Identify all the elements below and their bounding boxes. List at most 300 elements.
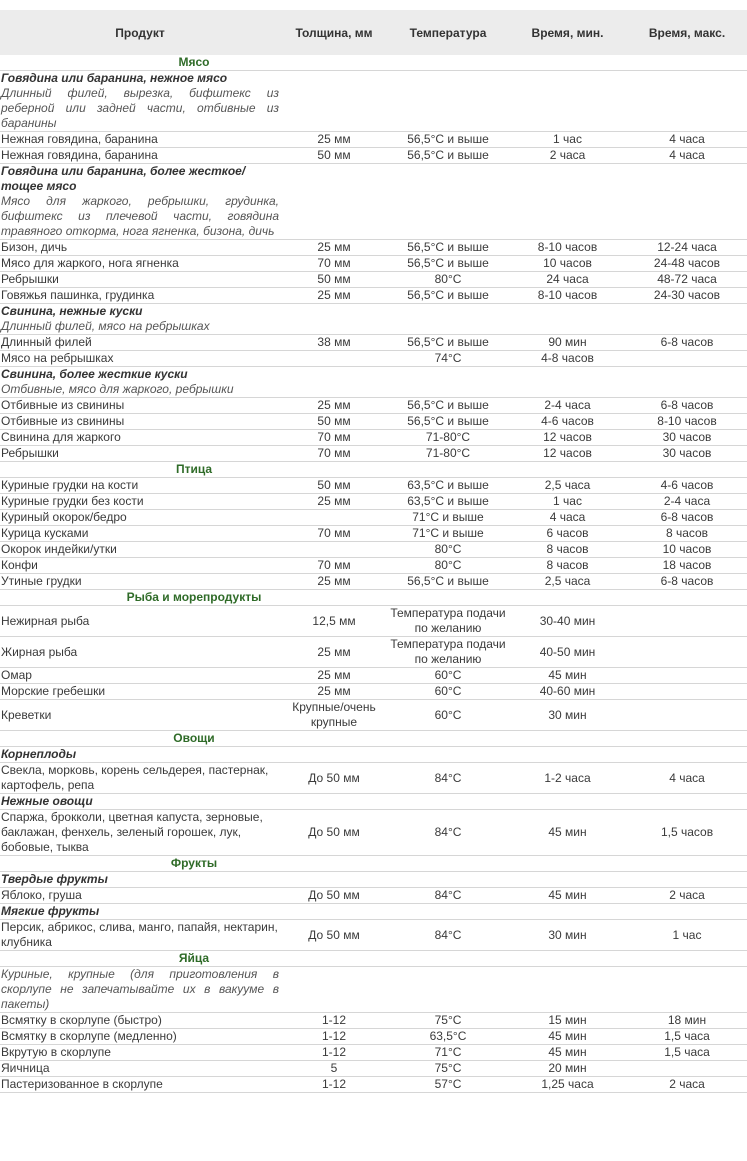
empty-cell <box>627 367 747 398</box>
time-min-cell: 12 часов <box>508 446 627 462</box>
empty-cell <box>508 951 627 967</box>
product-cell: Мясо на ребрышках <box>0 351 280 367</box>
table-row <box>0 430 747 446</box>
temperature-cell: 60°C <box>388 668 508 684</box>
group-title: Твердые фрукты <box>1 872 108 886</box>
thickness-cell: До 50 мм <box>280 920 388 951</box>
empty-cell <box>508 164 627 240</box>
time-min-cell: 2 часа <box>508 148 627 164</box>
time-max-cell: 12-24 часа <box>627 240 747 256</box>
table-row <box>0 810 747 856</box>
time-max-cell <box>627 684 747 700</box>
time-max-cell: 6-8 часов <box>627 335 747 351</box>
empty-cell <box>388 747 508 763</box>
thickness-cell: Крупные/очень крупные <box>280 700 388 731</box>
thickness-cell: 1-12 <box>280 1077 388 1093</box>
product-cell: Персик, абрикос, слива, манго, папайя, нектарин, клубника <box>0 920 280 951</box>
temperature-cell: 84°C <box>388 920 508 951</box>
temperature-cell: 63,5°C <box>388 1029 508 1045</box>
time-min-cell: 10 часов <box>508 256 627 272</box>
time-max-cell: 8-10 часов <box>627 414 747 430</box>
time-max-cell: 30 часов <box>627 430 747 446</box>
temperature-cell: 84°C <box>388 810 508 856</box>
temperature-cell: 80°C <box>388 558 508 574</box>
section-header-row <box>0 951 747 967</box>
time-min-cell: 45 мин <box>508 888 627 904</box>
table-header-row <box>0 10 747 55</box>
time-max-cell: 4-6 часов <box>627 478 747 494</box>
table-row <box>0 1077 747 1093</box>
product-cell: Ребрышки <box>0 446 280 462</box>
table-body <box>0 55 747 1093</box>
table-row <box>0 1045 747 1061</box>
table-row <box>0 256 747 272</box>
table-row <box>0 558 747 574</box>
group-cell <box>0 904 280 920</box>
product-cell: Конфи <box>0 558 280 574</box>
time-max-cell: 1,5 часа <box>627 1029 747 1045</box>
product-cell: Нежирная рыба <box>0 606 280 637</box>
table-row <box>0 542 747 558</box>
empty-cell <box>280 71 388 132</box>
empty-cell <box>388 71 508 132</box>
time-max-cell: 6-8 часов <box>627 574 747 590</box>
thickness-cell: 5 <box>280 1061 388 1077</box>
empty-cell <box>627 951 747 967</box>
empty-cell <box>627 872 747 888</box>
empty-cell <box>388 731 508 747</box>
thickness-cell: 25 мм <box>280 398 388 414</box>
time-min-cell: 2,5 часа <box>508 478 627 494</box>
temperature-cell: 56,5°C и выше <box>388 335 508 351</box>
temperature-cell: 56,5°C и выше <box>388 148 508 164</box>
group-header-row <box>0 304 747 335</box>
time-min-cell: 30-40 мин <box>508 606 627 637</box>
table-row <box>0 920 747 951</box>
time-max-cell: 8 часов <box>627 526 747 542</box>
time-max-cell: 2-4 часа <box>627 494 747 510</box>
table-row <box>0 398 747 414</box>
time-max-cell: 4 часа <box>627 763 747 794</box>
time-min-cell: 45 мин <box>508 668 627 684</box>
time-min-cell: 4-6 часов <box>508 414 627 430</box>
empty-cell <box>508 967 627 1013</box>
group-cell <box>0 872 280 888</box>
time-min-cell: 6 часов <box>508 526 627 542</box>
empty-cell <box>388 967 508 1013</box>
thickness-cell: 38 мм <box>280 335 388 351</box>
time-min-cell: 90 мин <box>508 335 627 351</box>
product-cell: Куриные грудки без кости <box>0 494 280 510</box>
temperature-cell: 71-80°C <box>388 430 508 446</box>
time-min-cell: 15 мин <box>508 1013 627 1029</box>
thickness-cell: 50 мм <box>280 148 388 164</box>
table-row <box>0 494 747 510</box>
col-header-temperature: Температура <box>388 10 508 55</box>
group-cell <box>0 164 280 240</box>
group-title: Говядина или баранина, более жесткое/тощее мясо <box>1 164 246 193</box>
product-cell: Всмятку в скорлупе (медленно) <box>0 1029 280 1045</box>
empty-cell <box>388 304 508 335</box>
table-row <box>0 668 747 684</box>
table-row <box>0 763 747 794</box>
empty-cell <box>388 904 508 920</box>
time-min-cell: 8-10 часов <box>508 288 627 304</box>
time-min-cell: 40-50 мин <box>508 637 627 668</box>
group-description: Мясо для жаркого, ребрышки, грудинка, бифштекс из плечевой части, говядина травяного откорма, нога ягненка, бизона, дичь <box>1 194 279 238</box>
empty-cell <box>508 794 627 810</box>
temperature-cell: 75°C <box>388 1013 508 1029</box>
time-max-cell: 18 часов <box>627 558 747 574</box>
group-cell <box>0 367 280 398</box>
time-max-cell <box>627 668 747 684</box>
temperature-cell: 80°C <box>388 542 508 558</box>
thickness-cell: 25 мм <box>280 132 388 148</box>
cooking-times-table <box>0 10 747 1093</box>
group-description: Отбивные, мясо для жаркого, ребрышки <box>1 382 234 396</box>
group-title: Корнеплоды <box>1 747 77 761</box>
thickness-cell: 50 мм <box>280 478 388 494</box>
group-header-row <box>0 794 747 810</box>
empty-cell <box>280 367 388 398</box>
time-min-cell: 24 часа <box>508 272 627 288</box>
temperature-cell: 60°C <box>388 700 508 731</box>
table-row <box>0 637 747 668</box>
time-max-cell: 48-72 часа <box>627 272 747 288</box>
section-header-row <box>0 55 747 71</box>
group-header-row <box>0 367 747 398</box>
empty-cell <box>388 856 508 872</box>
group-title: Говядина или баранина, нежное мясо <box>1 71 228 85</box>
temperature-cell: 56,5°C и выше <box>388 288 508 304</box>
group-description: Длинный филей, мясо на ребрышках <box>1 319 210 333</box>
section-title: Мясо <box>0 55 388 71</box>
product-cell: Курица кусками <box>0 526 280 542</box>
temperature-cell: 71°C и выше <box>388 510 508 526</box>
empty-cell <box>280 304 388 335</box>
group-title: Свинина, нежные куски <box>1 304 143 318</box>
thickness-cell: 25 мм <box>280 668 388 684</box>
time-min-cell: 4-8 часов <box>508 351 627 367</box>
time-min-cell: 8 часов <box>508 542 627 558</box>
empty-cell <box>388 164 508 240</box>
temperature-cell: 63,5°C и выше <box>388 494 508 510</box>
time-max-cell: 2 часа <box>627 888 747 904</box>
thickness-cell: 50 мм <box>280 414 388 430</box>
empty-cell <box>388 590 508 606</box>
thickness-cell: 25 мм <box>280 494 388 510</box>
col-header-product: Продукт <box>0 10 280 55</box>
time-max-cell: 4 часа <box>627 148 747 164</box>
thickness-cell: 70 мм <box>280 446 388 462</box>
temperature-cell: 56,5°C и выше <box>388 574 508 590</box>
table-row <box>0 335 747 351</box>
time-min-cell: 30 мин <box>508 700 627 731</box>
temperature-cell: 60°C <box>388 684 508 700</box>
thickness-cell: 25 мм <box>280 240 388 256</box>
temperature-cell: 56,5°C и выше <box>388 240 508 256</box>
temperature-cell: 56,5°C и выше <box>388 256 508 272</box>
temperature-cell: 57°C <box>388 1077 508 1093</box>
temperature-cell: 80°C <box>388 272 508 288</box>
temperature-cell: 71°C <box>388 1045 508 1061</box>
empty-cell <box>508 856 627 872</box>
empty-cell <box>627 967 747 1013</box>
product-cell: Яичница <box>0 1061 280 1077</box>
time-max-cell: 24-30 часов <box>627 288 747 304</box>
empty-cell <box>388 367 508 398</box>
temperature-cell: 84°C <box>388 763 508 794</box>
empty-cell <box>388 55 508 71</box>
empty-cell <box>388 462 508 478</box>
empty-cell <box>508 590 627 606</box>
temperature-cell: 56,5°C и выше <box>388 398 508 414</box>
table-row <box>0 351 747 367</box>
empty-cell <box>508 367 627 398</box>
thickness-cell <box>280 510 388 526</box>
table-row <box>0 478 747 494</box>
group-cell <box>0 71 280 132</box>
table-row <box>0 510 747 526</box>
time-min-cell: 45 мин <box>508 1029 627 1045</box>
table-row <box>0 272 747 288</box>
product-cell: Свинина для жаркого <box>0 430 280 446</box>
table-row <box>0 684 747 700</box>
time-max-cell: 1,5 часа <box>627 1045 747 1061</box>
temperature-cell: 71-80°C <box>388 446 508 462</box>
empty-cell <box>627 794 747 810</box>
empty-cell <box>388 951 508 967</box>
product-cell: Куриный окорок/бедро <box>0 510 280 526</box>
table-row <box>0 700 747 731</box>
section-header-row <box>0 731 747 747</box>
empty-cell <box>508 71 627 132</box>
thickness-cell: До 50 мм <box>280 810 388 856</box>
thickness-cell: 70 мм <box>280 256 388 272</box>
time-min-cell: 30 мин <box>508 920 627 951</box>
group-header-row <box>0 904 747 920</box>
temperature-cell: 71°C и выше <box>388 526 508 542</box>
product-cell: Мясо для жаркого, нога ягненка <box>0 256 280 272</box>
empty-cell <box>627 747 747 763</box>
empty-cell <box>627 55 747 71</box>
group-description: Длинный филей, вырезка, бифштекс из реберной или задней части, отбивные из баранины <box>1 86 279 130</box>
product-cell: Окорок индейки/утки <box>0 542 280 558</box>
group-cell <box>0 747 280 763</box>
product-cell: Говяжья пашинка, грудинка <box>0 288 280 304</box>
thickness-cell <box>280 351 388 367</box>
empty-cell <box>280 872 388 888</box>
empty-cell <box>280 967 388 1013</box>
time-max-cell <box>627 637 747 668</box>
table-row <box>0 888 747 904</box>
time-min-cell: 2-4 часа <box>508 398 627 414</box>
time-max-cell: 1 час <box>627 920 747 951</box>
group-description: Куриные, крупные (для приготовления в скорлупе не запечатывайте их в вакууме в пакеты) <box>1 967 279 1011</box>
empty-cell <box>388 794 508 810</box>
product-cell: Всмятку в скорлупе (быстро) <box>0 1013 280 1029</box>
temperature-cell: 56,5°C и выше <box>388 132 508 148</box>
col-header-thickness: Толщина, мм <box>280 10 388 55</box>
product-cell: Бизон, дичь <box>0 240 280 256</box>
table-row <box>0 288 747 304</box>
section-title: Рыба и морепродукты <box>0 590 388 606</box>
table-row <box>0 1013 747 1029</box>
table-row <box>0 414 747 430</box>
empty-cell <box>627 462 747 478</box>
thickness-cell: 12,5 мм <box>280 606 388 637</box>
temperature-cell: 74°C <box>388 351 508 367</box>
group-title: Мягкие фрукты <box>1 904 100 918</box>
table-row <box>0 132 747 148</box>
col-header-time-min: Время, мин. <box>508 10 627 55</box>
group-header-row <box>0 164 747 240</box>
product-cell: Нежная говядина, баранина <box>0 148 280 164</box>
time-min-cell: 45 мин <box>508 1045 627 1061</box>
time-max-cell: 4 часа <box>627 132 747 148</box>
group-header-row <box>0 71 747 132</box>
group-title: Нежные овощи <box>1 794 93 808</box>
thickness-cell: 70 мм <box>280 526 388 542</box>
time-max-cell: 6-8 часов <box>627 398 747 414</box>
group-cell <box>0 304 280 335</box>
empty-cell <box>280 164 388 240</box>
section-title: Птица <box>0 462 388 478</box>
empty-cell <box>508 462 627 478</box>
group-header-row <box>0 872 747 888</box>
empty-cell <box>508 304 627 335</box>
time-max-cell <box>627 351 747 367</box>
empty-cell <box>508 747 627 763</box>
product-cell: Жирная рыба <box>0 637 280 668</box>
table-row <box>0 240 747 256</box>
empty-cell <box>508 904 627 920</box>
section-header-row <box>0 462 747 478</box>
time-max-cell: 1,5 часов <box>627 810 747 856</box>
time-min-cell: 20 мин <box>508 1061 627 1077</box>
empty-cell <box>627 731 747 747</box>
thickness-cell: 25 мм <box>280 288 388 304</box>
empty-cell <box>627 904 747 920</box>
time-max-cell <box>627 606 747 637</box>
time-min-cell: 8-10 часов <box>508 240 627 256</box>
product-cell: Утиные грудки <box>0 574 280 590</box>
time-min-cell: 12 часов <box>508 430 627 446</box>
thickness-cell: 1-12 <box>280 1013 388 1029</box>
temperature-cell: Температура подачи по желанию <box>388 637 508 668</box>
table-row <box>0 526 747 542</box>
table-row <box>0 148 747 164</box>
empty-cell <box>280 794 388 810</box>
table-row <box>0 606 747 637</box>
temperature-cell: Температура подачи по желанию <box>388 606 508 637</box>
product-cell: Яблоко, груша <box>0 888 280 904</box>
table-row <box>0 574 747 590</box>
product-cell: Нежная говядина, баранина <box>0 132 280 148</box>
time-min-cell: 1 час <box>508 494 627 510</box>
section-title: Фрукты <box>0 856 388 872</box>
section-title: Яйца <box>0 951 388 967</box>
time-max-cell: 2 часа <box>627 1077 747 1093</box>
temperature-cell: 75°C <box>388 1061 508 1077</box>
thickness-cell: 50 мм <box>280 272 388 288</box>
product-cell: Вкрутую в скорлупе <box>0 1045 280 1061</box>
col-header-time-max: Время, макс. <box>627 10 747 55</box>
temperature-cell: 84°C <box>388 888 508 904</box>
time-min-cell: 1,25 часа <box>508 1077 627 1093</box>
product-cell: Отбивные из свинины <box>0 398 280 414</box>
time-min-cell: 8 часов <box>508 558 627 574</box>
time-max-cell: 10 часов <box>627 542 747 558</box>
empty-cell <box>627 164 747 240</box>
time-min-cell: 4 часа <box>508 510 627 526</box>
empty-cell <box>627 304 747 335</box>
time-min-cell: 45 мин <box>508 810 627 856</box>
product-cell: Пастеризованное в скорлупе <box>0 1077 280 1093</box>
product-cell: Ребрышки <box>0 272 280 288</box>
thickness-cell: 70 мм <box>280 558 388 574</box>
time-min-cell: 1 час <box>508 132 627 148</box>
thickness-cell: 70 мм <box>280 430 388 446</box>
time-max-cell: 24-48 часов <box>627 256 747 272</box>
empty-cell <box>627 71 747 132</box>
table-row <box>0 1061 747 1077</box>
product-cell: Морские гребешки <box>0 684 280 700</box>
empty-cell <box>627 590 747 606</box>
temperature-cell: 56,5°C и выше <box>388 414 508 430</box>
thickness-cell: 1-12 <box>280 1029 388 1045</box>
product-cell: Длинный филей <box>0 335 280 351</box>
group-header-row <box>0 747 747 763</box>
temperature-cell: 63,5°C и выше <box>388 478 508 494</box>
section-title: Овощи <box>0 731 388 747</box>
thickness-cell <box>280 542 388 558</box>
thickness-cell: 25 мм <box>280 637 388 668</box>
empty-cell <box>280 904 388 920</box>
thickness-cell: До 50 мм <box>280 888 388 904</box>
group-header-row <box>0 967 747 1013</box>
group-title: Свинина, более жесткие куски <box>1 367 188 381</box>
time-min-cell: 2,5 часа <box>508 574 627 590</box>
thickness-cell: 25 мм <box>280 574 388 590</box>
table-row <box>0 1029 747 1045</box>
empty-cell <box>508 731 627 747</box>
empty-cell <box>388 872 508 888</box>
product-cell: Свекла, морковь, корень сельдерея, пастернак, картофель, репа <box>0 763 280 794</box>
section-header-row <box>0 856 747 872</box>
thickness-cell: До 50 мм <box>280 763 388 794</box>
time-min-cell: 1-2 часа <box>508 763 627 794</box>
product-cell: Спаржа, брокколи, цветная капуста, зерновые, баклажан, фенхель, зеленый горошек, лук, бобовые, тыква <box>0 810 280 856</box>
time-max-cell: 6-8 часов <box>627 510 747 526</box>
group-cell <box>0 794 280 810</box>
empty-cell <box>627 856 747 872</box>
section-header-row <box>0 590 747 606</box>
time-max-cell: 18 мин <box>627 1013 747 1029</box>
group-cell <box>0 967 280 1013</box>
table-row <box>0 446 747 462</box>
product-cell: Креветки <box>0 700 280 731</box>
product-cell: Омар <box>0 668 280 684</box>
time-max-cell: 30 часов <box>627 446 747 462</box>
empty-cell <box>508 55 627 71</box>
empty-cell <box>508 872 627 888</box>
thickness-cell: 1-12 <box>280 1045 388 1061</box>
time-min-cell: 40-60 мин <box>508 684 627 700</box>
product-cell: Куриные грудки на кости <box>0 478 280 494</box>
empty-cell <box>280 747 388 763</box>
thickness-cell: 25 мм <box>280 684 388 700</box>
